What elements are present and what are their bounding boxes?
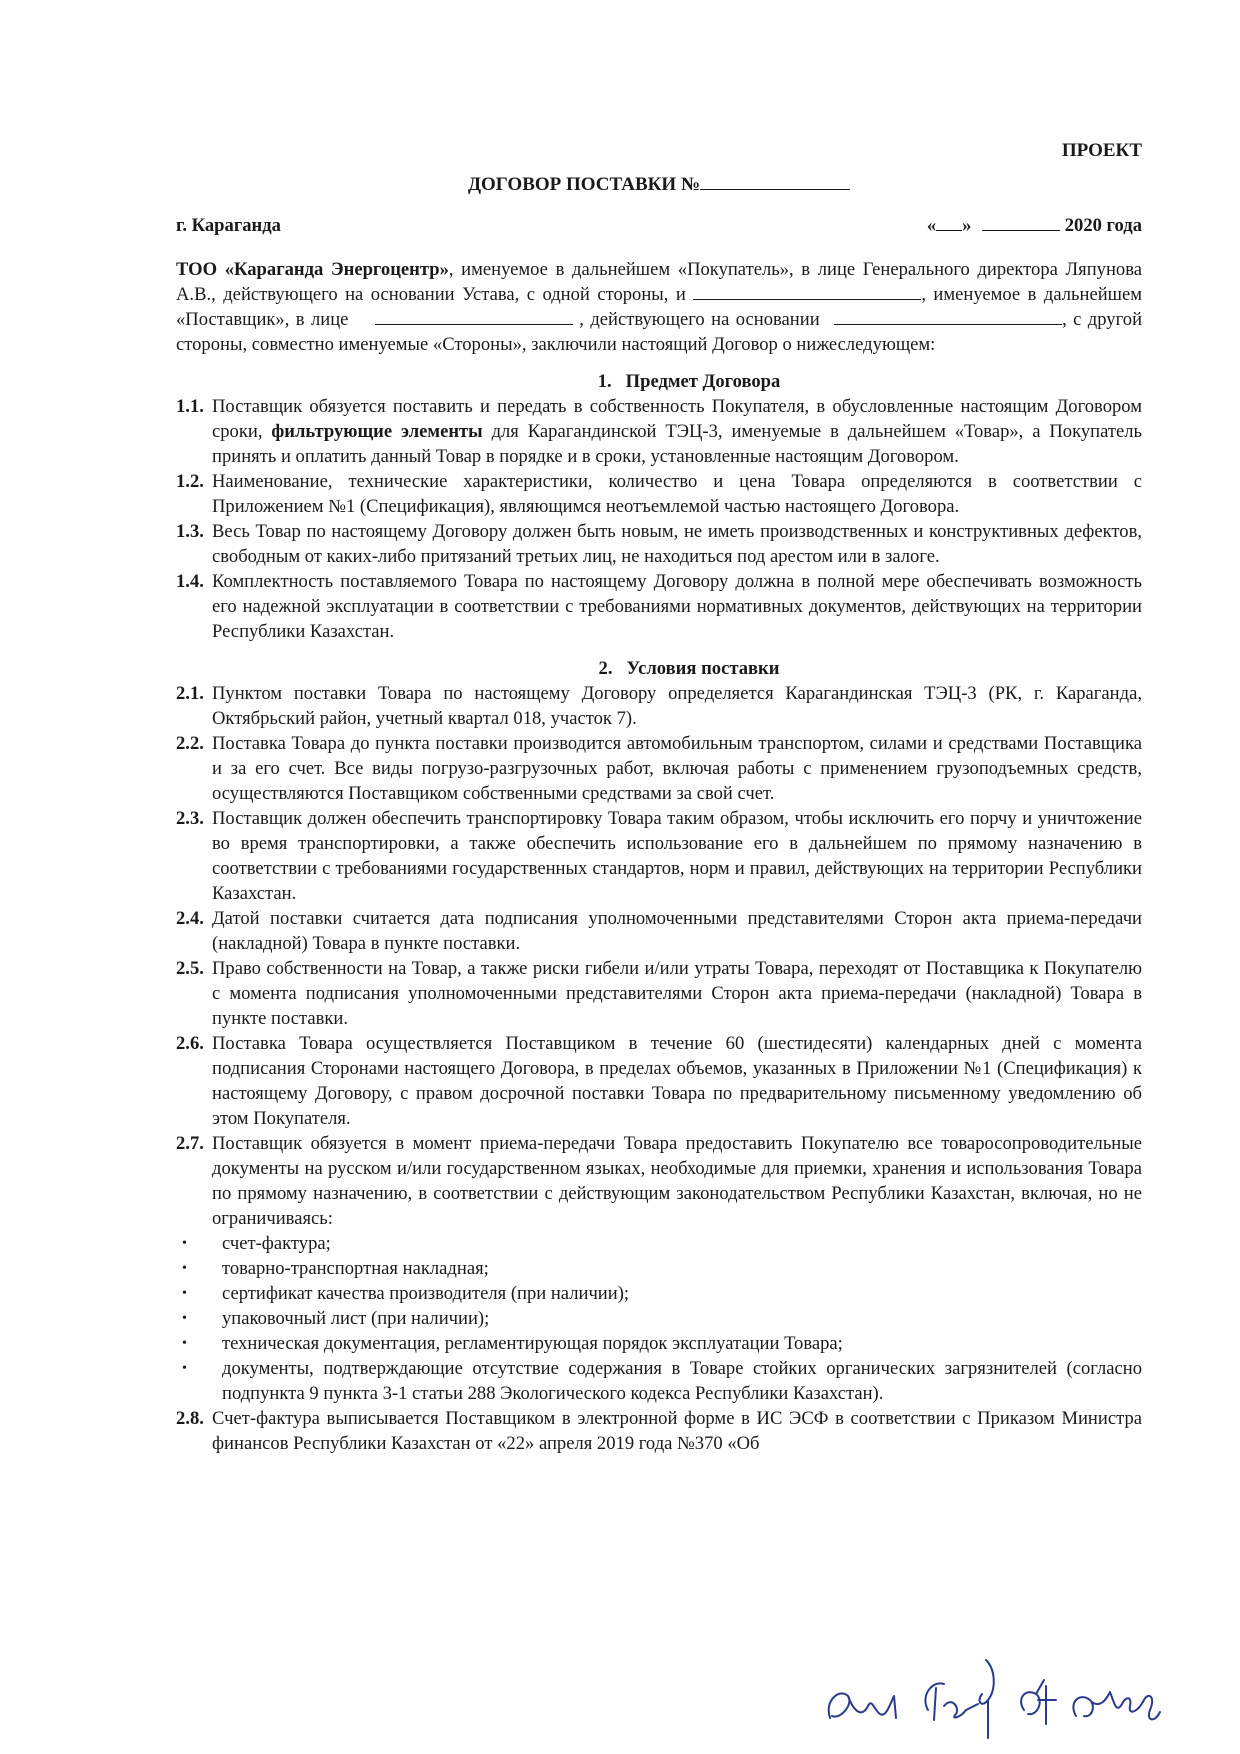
clause-number: 1.3. [176,521,204,542]
list-item-text: сертификат качества производителя (при наличии); [222,1283,630,1304]
clause-number: 1.2. [176,471,204,492]
preamble-part-3: , [579,309,584,330]
bullet-icon: • [182,1311,187,1326]
clause-text: Право собственности на Товар, а также риски гибели и/или утраты Товара, переходят от Поставщика к Покупателю с момента подписания уполномоченными представителями Сторон акта приема-передачи (накладной) Товара в пункте поставки. [212,958,1142,1029]
list-item [176,1356,1142,1406]
preamble-part-2: , именуемое в дальнейшем «Поставщик», в лице [176,284,1142,330]
section-2-title [176,656,1142,681]
bullet-icon: • [182,1236,187,1251]
clause-text: Поставка Товара осуществляется Поставщиком в течение 60 (шестидесяти) календарных дней с момента подписания Сторонами настоящего Договора, в пределах объемов, указанных в Приложении №1 (Спецификация) к настоящему Договору, с правом досрочной поставки Товара по предварительному письменному уведомлению об этом Покупателя. [212,1033,1142,1129]
list-item [176,1231,1142,1256]
date-year: 2020 года [1064,215,1142,236]
list-item-text: товарно-транспортная накладная; [222,1258,489,1279]
list-item-text: техническая документация, регламентирующая порядок эксплуатации Товара; [222,1333,843,1354]
clause-text: Комплектность поставляемого Товара по настоящему Договору должна в полной мере обеспечивать возможность его надежной эксплуатации в соответствии с требованиями нормативных документов, действующих на территории Республики Казахстан. [212,571,1142,642]
list-item [176,1256,1142,1281]
clause-number: 1.1. [176,396,204,417]
section-1-number: 1. [597,371,612,392]
list-item [176,1331,1142,1356]
date-day-blank [936,214,962,231]
date-open-quote: « [926,215,937,236]
list-item [176,1306,1142,1331]
contract-number-blank [700,171,850,190]
clause-text: Пунктом поставки Товара по настоящему Договору определяется Карагандинская ТЭЦ-3 (РК, г. Караганда, Октябрьский район, учетный квартал 018, участок 7). [212,683,1142,729]
clause-2-8 [176,1406,1142,1456]
contract-title-text: ДОГОВОР ПОСТАВКИ № [467,174,701,195]
clause-2-3 [176,806,1142,906]
buyer-name: ТОО «Караганда Энергоцентр» [176,259,449,280]
contract-city: г. Караганда [176,215,281,236]
contract-date [927,213,1142,243]
clause-text: Датой поставки считается дата подписания уполномоченными представителями Сторон акта приема-передачи (накладной) Товара в пункте поставки. [212,908,1142,954]
list-item-text: документы, подтверждающие отсутствие содержания в Товаре стойких органических загрязнителей (согласно подпункта 9 пункта 3-1 статьи 288 Экологического кодекса Республики Казахстан). [222,1358,1142,1404]
list-item-text: упаковочный лист (при наличии); [222,1308,490,1329]
clause-text: Поставщик обязуется в момент приема-передачи Товара предоставить Покупателю все товаросопроводительные документы на русском и/или государственном языках, необходимые для приемки, хранения и использования Товара по прямому назначению, в соответствии с действующим законодательством Республики Казахстан, включая, но не ограничиваясь: [212,1133,1142,1229]
date-close-quote: » [962,215,972,236]
draft-label: ПРОЕКТ [1061,140,1142,161]
clause-number: 2.5. [176,958,204,979]
date-month-blank [982,214,1060,231]
handwritten-initials [810,1600,1170,1750]
preamble-paragraph [176,257,1142,357]
preamble-part-4: действующего на основании [590,309,820,330]
section-1-heading: Предмет Договора [625,371,781,392]
clause-text-part: Поставщик обязуется поставить и передать в собственность Покупателя, в обусловленные настоящим Договором сроки, [212,396,1142,442]
list-item [176,1281,1142,1306]
clause-1-1 [176,394,1142,469]
bullet-icon: • [182,1361,187,1376]
clause-number: 2.4. [176,908,204,929]
clause-text: Весь Товар по настоящему Договору должен быть новым, не иметь производственных и конструктивных дефектов, свободным от каких-либо притязаний третьих лиц, не находиться под арестом или в залоге. [212,521,1142,567]
clause-text: Поставщик должен обеспечить транспортировку Товара таким образом, чтобы исключить его порчу и уничтожение во время транспортировки, а также обеспечить использование его в дальнейшем по прямому назначению в соответствии с требованиями государственных стандартов, норм и правил, действующих на территории Республики Казахстан. [212,808,1142,904]
clause-number: 2.1. [176,683,204,704]
preamble-part-5: , с другой стороны, совместно именуемые «Стороны», заключили настоящий Договор о нижеследующем: [176,309,1143,355]
supplier-basis-blank [834,308,1062,325]
place-date-row [176,213,1142,243]
clause-text: Счет-фактура выписывается Поставщиком в электронной форме в ИС ЭСФ в соответствии с Приказом Министра финансов Республики Казахстан от «22» апреля 2019 года №370 «Об [212,1408,1142,1454]
clause-2-5 [176,956,1142,1031]
section-1-title [176,369,1142,394]
contract-title [176,171,1142,201]
section-2-heading: Условия поставки [626,658,780,679]
clause-text [212,394,1142,469]
clause-number: 2.6. [176,1033,204,1054]
list-item-text: счет-фактура; [222,1233,331,1254]
clause-1-4 [176,569,1142,644]
initials-mark-1 [829,1693,896,1718]
clause-2-1 [176,681,1142,731]
clause-number: 2.7. [176,1133,204,1154]
clause-2-7 [176,1131,1142,1231]
clause-2-2 [176,731,1142,806]
initials-mark-4 [1073,1692,1160,1719]
initials-mark-3 [1021,1680,1056,1724]
clause-text: Наименование, технические характеристики, количество и цена Товара определяются в соответствии с Приложением №1 (Спецификация), являющимся неотъемлемой частью настоящего Договора. [212,471,1142,517]
clause-1-2 [176,469,1142,519]
bullet-icon: • [182,1286,187,1301]
clause-2-6 [176,1031,1142,1131]
bullet-icon: • [182,1336,187,1351]
clause-text: Поставка Товара до пункта поставки производится автомобильным транспортом, силами и средствами Поставщика и за его счет. Все виды погрузо-разгрузочных работ, включая работы с применением грузоподъемных средств, осуществляются Поставщиком собственными средствами за свой счет. [212,733,1142,804]
section-2-number: 2. [598,658,613,679]
initials-mark-2 [925,1660,993,1738]
clause-number: 2.3. [176,808,204,829]
clause-1-3 [176,519,1142,569]
supplier-name-blank [693,283,921,300]
clause-2-4 [176,906,1142,956]
supplier-representative-blank [375,308,573,325]
documents-list [176,1231,1142,1406]
clause-number: 2.8. [176,1408,204,1429]
document-body [176,138,1142,1456]
clause-number: 2.2. [176,733,204,754]
preamble-part-1: , именуемое в дальнейшем «Покупатель», в лице Генерального директора Ляпунова А.В., действующего на основании Устава, с одной стороны, и [176,259,1142,305]
clause-text-part: для Карагандинской ТЭЦ-3, именуемые в дальнейшем «Товар», а Покупатель принять и оплатить данный Товар в порядке и в сроки, установленные настоящим Договором. [212,421,1142,467]
goods-name-bold: фильтрующие элементы [271,421,483,442]
bullet-icon: • [182,1261,187,1276]
clause-number: 1.4. [176,571,204,592]
